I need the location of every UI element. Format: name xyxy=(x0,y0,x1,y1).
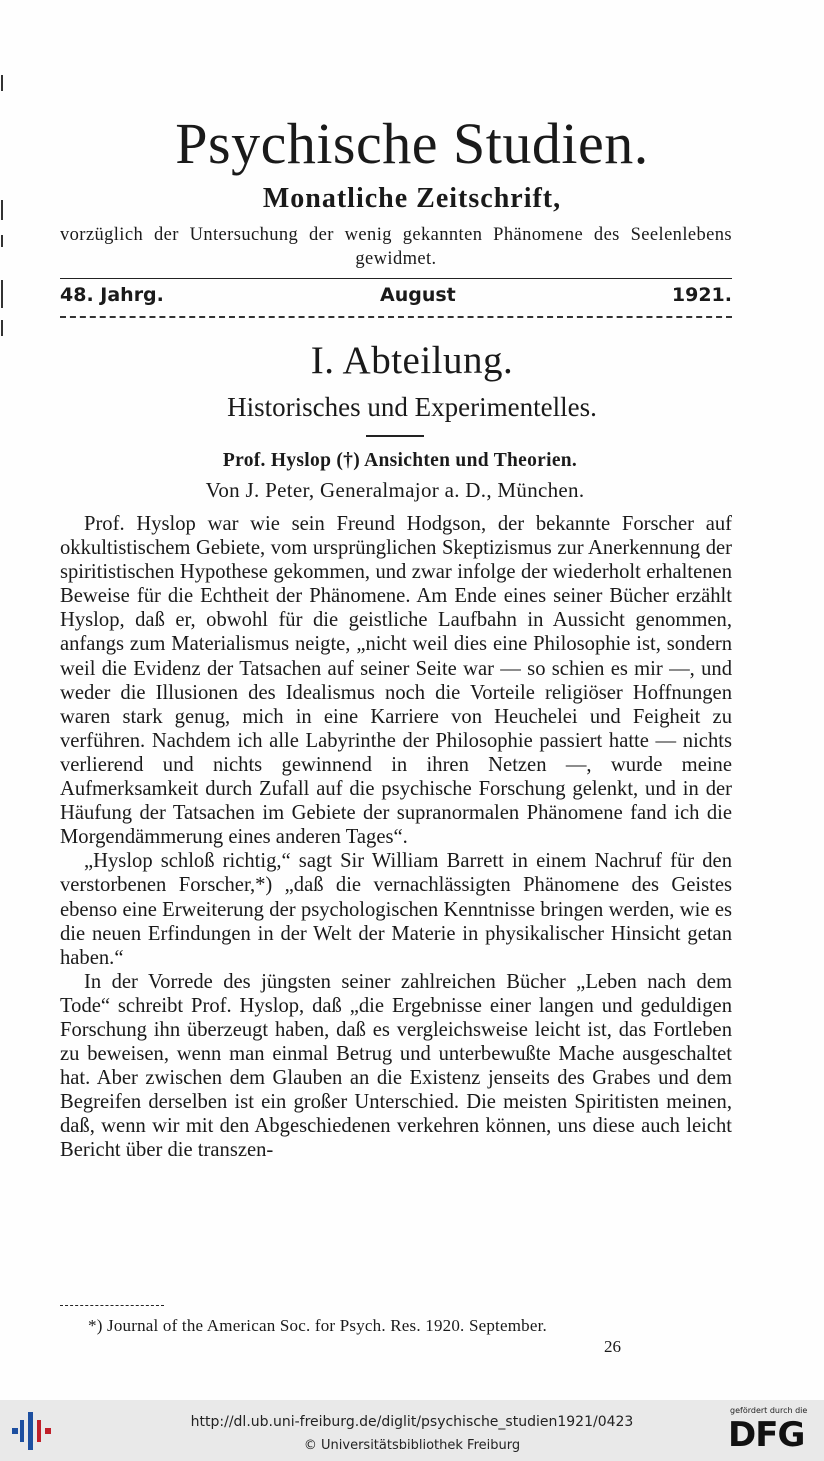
article-body xyxy=(60,512,732,1163)
paragraph: „Hyslop schloß richtig,“ sagt Sir William Barrett in einem Nachruf für den verstorbenen Forscher,*) „daß die vernachlässigten Phänomene des Geistes ebenso eine Erweiterung der psychologischen Kenntnisse bringen werden, wie es die neuen Erfindungen in der Welt der Materie in physikalischer Hinsicht getan haben.“ xyxy=(60,850,732,969)
section-subtitle: Historisches und Experimentelles. xyxy=(227,392,597,422)
section-title: I. Abteilung. xyxy=(310,339,514,382)
footnote-rule xyxy=(60,1305,164,1306)
footnote: *) Journal of the American Soc. for Psych. Res. 1920. September. xyxy=(88,1316,547,1335)
issue-month: August xyxy=(380,284,456,306)
dfg-tagline: gefördert durch die xyxy=(730,1406,808,1415)
journal-tagline: vorzüglich der Untersuchung der wenig gekannten Phänomene des Seelenlebens gewidmet. xyxy=(60,225,732,269)
issue-year: 1921. xyxy=(671,284,732,306)
dfg-logo-icon xyxy=(728,1406,816,1456)
article-title: Prof. Hyslop (†) Ansichten und Theorien. xyxy=(222,450,578,471)
permalink-url[interactable]: http://dl.ub.uni-freiburg.de/diglit/psychische_studien1921/0423 xyxy=(190,1414,634,1430)
copyright-notice: © Universitätsbibliothek Freiburg xyxy=(303,1438,521,1453)
issue-info xyxy=(60,284,732,306)
paragraph: Prof. Hyslop war wie sein Freund Hodgson, der bekannte Forscher auf okkultistischem Gebiete, vom ursprünglichen Skeptizismus zur Anerkennung der spiritistischen Hypothese gekommen, und zwar infolge der wiederholt erhaltenen Beweise für die Echtheit der Phänomene. Am Ende eines seiner Bücher erzählt Hyslop, daß er, obwohl für die geistliche Laufbahn in Aussicht genommen, anfangs zum Materialismus neigte, „nicht weil dies eine Philosophie ist, sondern weil die Evidenz der Tatsachen auf seiner Seite war — so schien es mir —, und weder die Illusionen des Idealismus noch die Vorteile religiöser Hoffnungen waren stark genug, mich in eine Karriere von Heuchelei und Feigheit zu verführen. Nachdem ich alle Labyrinthe der Philosophie passiert hatte — nichts verlierend und nichts gewinnend in ihren Netzen —, wurde meine Aufmerksamkeit durch Zufall auf die psychische Forschung gelenkt, und in der Häufung der Tatsachen im Gebiete der supranormalen Phänomene fand ich die Morgendämmerung eines anderen Tages“. xyxy=(60,513,732,849)
journal-title: Psychische Studien. xyxy=(175,111,649,176)
section-divider xyxy=(366,435,424,437)
article-byline: Von J. Peter, Generalmajor a. D., München. xyxy=(205,478,585,502)
issue-volume: 48. Jahrg. xyxy=(60,284,164,306)
journal-subtitle: Monatliche Zeitschrift, xyxy=(262,183,562,214)
page-number: 26 xyxy=(604,1337,621,1356)
paragraph: In der Vorrede des jüngsten seiner zahlreichen Bücher „Leben nach dem Tode“ schreibt Prof. Hyslop, daß „die Ergebnisse einer langen und geduldigen Forschung ihn überzeugt haben, daß es vergleichsweise leicht ist, das Fortleben zu beweisen, wenn man einmal Betrug und unterbewußte Mache ausgeschaltet hat. Aber zwischen dem Glauben an die Existenz jenseits des Grabes und dem Begreifen derselben ist ein großer Unterschied. Die meisten Spiritisten meinen, daß, wenn wir mit den Abgeschiedenen verkehren können, uns diese auch leicht Bericht über die transzen- xyxy=(60,970,732,1162)
header-rule-bottom xyxy=(60,316,732,318)
header-rule-top xyxy=(60,278,732,279)
dfg-wordmark: DFG xyxy=(728,1415,805,1455)
